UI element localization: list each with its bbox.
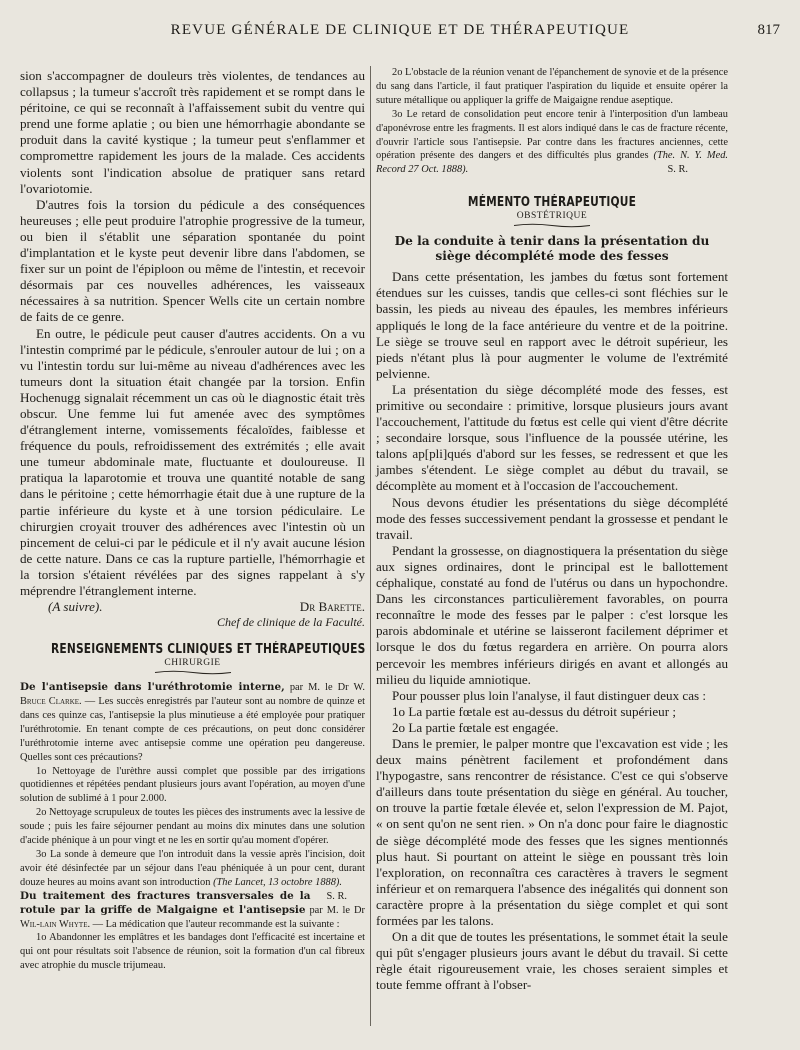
ornament-rule — [153, 670, 233, 675]
left-column — [20, 68, 365, 973]
article-body: — Les succès enregistrés par l'auteur sont au nombre de quinze et dans ces quinze cas, l'antisepsie la plus minutieuse a été employée pour pratiquer l'uréthrotomie. En tenant compte de ces précautions, on peut donc considérer l'uréthrotomie interne avec antisepsie comme une opération peu dangereuse. Quelles sont ces précautions? — [20, 696, 365, 763]
article-byline: par M. le Dr W. — [284, 682, 365, 694]
list-item — [20, 848, 365, 902]
article-intro — [20, 681, 365, 764]
section-subtitle: OBSTÉTRIQUE — [516, 211, 588, 222]
list-item: 2o Nettoyage scrupuleux de toutes les pièces des instruments avec la lessive de soude ; puis les faire séjourner pendant au moins dix minutes dans une solution d'acide phénique à un pour vingt et ne les en sortir qu'au moment d'opérer. — [20, 807, 365, 847]
signature-line — [20, 599, 365, 615]
section-subtitle: CHIRURGIE — [164, 658, 221, 669]
list-item: 1o La partie fœtale est au-dessus du détroit supérieur ; — [392, 703, 676, 719]
paragraph: On a dit que de toutes les présentations, le sommet était la seule qui pût s'engager plusieurs jours avant le début du travail. Si cette règle était rigoureusement vraie, les choses seraient simples et toute femme offrant à l'obser- — [376, 929, 728, 993]
paragraph: sion s'accompagner de douleurs très violentes, de tendances au collapsus ; la tumeur s'accroît très rapidement et se rompt dans le péritoine, ce qui se reconnaît à l'affaissement subit du ventre qui prend une forme aplatie ; ou bien une hémorrhagie abondante se produit dans la cavité kystique ; la tumeur peut s'enflammer et compromettre rapidement les jours de la malade. Ces accidents violents sont l'indication absolue de pratiquer sans retard l'ovariotomie. — [20, 68, 365, 196]
article-byline: par M. le Dr — [305, 904, 365, 916]
list-text: 3o Le retard de consolidation peut encore tenir à l'interposition d'un lambeau d'aponévrose entre les fragments. Il est alors indiqué dans le cas de fracture récente, d'ouvrir l'article sous l'antisepsie. Par contre dans les fractures anciennes, cette opération présente des dangers et des difficultés plus grandes — [376, 108, 728, 162]
column-divider — [370, 66, 371, 1026]
article-title: Du traitement des fractures transversales de la rotule par la griffe de Malgaigne et l'antisepsie — [20, 889, 311, 916]
article-body: — La médication que l'auteur recommande est la suivante : — [90, 918, 340, 930]
paragraph: Nous devons étudier les présentations du siège décomplété mode des fesses successivement pendant la grossesse et pendant le travail. — [376, 494, 728, 542]
right-column — [376, 66, 728, 993]
paragraph: La présentation du siège décomplété mode des fesses, est primitive ou secondaire : primitive, lorsque plusieurs jours avant l'accouchement, l'attitude du fœtus est celle qui vient d'être décrite ; secondaire lorsque, sous l'influence de la poussée utérine, les talons ap[pli]qués d'abord sur les fesses, se redressent et que les jambes s'étendent. Le siège complet au début du travail, se décomplète au moment et à l'occasion de l'accouchement. — [376, 381, 728, 494]
signature: S. R. — [326, 890, 347, 902]
paragraph: Dans cette présentation, les jambes du fœtus sont fortement étendues sur les cuisses, tandis que celles-ci sont fléchies sur le bassin, les pieds au niveau des épaules, les membres inférieurs appliqués le long de la face antérieure du ventre et de la poitrine. Le siège se trouve seul en rapport avec le détroit supérieur, les pieds n'étant plus là pour augmenter le volume de l'extrémité pelvienne. — [376, 269, 728, 381]
list-text: 3o La sonde à demeure que l'on introduit dans la vessie après l'incision, doit avoir été désinfectée par un séjour dans l'eau phéniquée à un pour cent, durant douze heures au moins avant son introduction — [20, 848, 365, 888]
author-title: Chef de clinique de la Faculté. — [217, 615, 365, 630]
section-title: RENSEIGNEMENTS CLINIQUES ET THÉRAPEUTIQUES — [51, 642, 366, 658]
signature: S. R. — [667, 164, 688, 176]
list-item: 1o Abandonner les emplâtres et les bandages dont l'efficacité est incertaine et qui ont pour résultats soit l'absence de réunion, soit la formation d'un cal fibreux avec atrophie du muscle trijumeau. — [20, 932, 365, 972]
journal-title: REVUE GÉNÉRALE DE CLINIQUE ET DE THÉRAPEUTIQUE — [170, 22, 630, 38]
author-name: Dr Barette. — [299, 599, 365, 615]
paragraph: Pendant la grossesse, on diagnostiquera la présentation du siège aux signes ordinaires, dont le principal est le ballottement céphalique, constaté au fond de l'utérus ou dans un hypochondre. Dans les circonstances particulièrement favorables, on pourra reconnaître le mode des fesses par le palper : c'est lorsque les parois abdominale et utérine se laisseront facilement déprimer et lorsque le dos du fœtus regardera en arrière. On pourra alors percevoir les membres inférieurs dirigés en avant et allongés au milieu du liquide amniotique. — [376, 542, 728, 687]
citation: (The Lancet, 13 octobre 1888). — [213, 876, 342, 888]
section-title: MÉMENTO THÉRAPEUTIQUE — [467, 195, 637, 211]
to-be-continued: (A suivre). — [48, 599, 103, 615]
paragraph: En outre, le pédicule peut causer d'autres accidents. On a vu l'intestin comprimé par le pédicule, s'enrouler autour de lui ; on a vu l'intestin tordu sur lui-même au niveau d'adhérences avec les tumeurs dont la situation était changée par la torsion. Enfin Hochenugg signalait récemment un cas où le diagnostic était très obscur. Une femme lui fut amenée avec des symptômes d'étranglement interne, vomissements fécaloïdes, faiblesse et fréquence du pouls, refroidissement des extrémités ; elle avait une tumeur abdominale mate, fluctuante et douloureuse. Il pratiqua la laparotomie et trouva une quantité notable de sang dans le péritoine ; cette hémorrhagie était due à une rupture de la partie inférieure du kyste et à une torsion pédiculaire. Le chirurgien croyait trouver des adhérences avec l'intestin où un pincement de celui-ci par le pédicule et il n'y avait aucune lésion de cette nature. Dans ce cas la rupture partielle, l'hémorrhagie et la torsion s'étaient révélées par des signes rappelant à s'y méprendre l'étranglement interne. — [20, 325, 365, 598]
list-item — [376, 108, 728, 178]
article-author: Wil-lain Whyte. — [20, 918, 91, 930]
article-title: De l'antisepsie dans l'uréthrotomie interne, — [20, 681, 285, 694]
citation: (The. N. Y. Med. Record 27 Oct. 1888). — [376, 150, 728, 176]
paragraph: D'autres fois la torsion du pédicule a des conséquences heureuses ; elle peut produire l'atrophie progressive de la tumeur, ou bien il s'établit une séparation spontanée du point d'implantation et le kyste peut devenir libre dans l'abdomen, se fixer sur un point de l'épiploon ou même de l'intestin, et recevoir désormais par ces nouvelles adhérences, les vaisseaux nécessaires à sa nutrition. Spencer Wells cite un certain nombre de faits de ce genre. — [20, 196, 365, 325]
article-title: De la conduite à tenir dans la présentation du siège décomplété mode des fesses — [394, 234, 710, 263]
article-author: Bruce Clarke. — [20, 696, 82, 707]
running-header — [20, 22, 780, 44]
list-item: 2o L'obstacle de la réunion venant de l'épanchement de synovie et de la présence du sang dans l'article, il faut pratiquer l'aspiration du liquide et ensuite opérer la suture métallique ou appliquer la griffe de Maigaigne rendue aseptique. — [376, 67, 728, 106]
paragraph: Pour pousser plus loin l'analyse, il faut distinguer deux cas : — [392, 687, 707, 703]
list-item: 1o Nettoyage de l'urèthre aussi complet que possible par des irrigations quotidiennes et répétées pendant plusieurs jours avant l'opération, au moyen d'une solution de sublimé à 1 pour 2.000. — [20, 765, 365, 805]
list-item: 2o La partie fœtale est engagée. — [392, 719, 559, 735]
paragraph: Dans le premier, le palper montre que l'excavation est vide ; les deux mains pénètrent facilement et profondément dans l'hypogastre, sans rencontrer de résistance. C'est ce qui s'observe d'ailleurs dans toute présentation du siège en général. Au toucher, on trouve la partie fœtale élevée et, selon l'expression de M. Pajot, « on sent qu'on ne sent rien. » On n'a donc pour faire le diagnostic de siège décomplété mode des fesses que les signes mentionnés plus haut. Si pourtant on atteint le siège en poussant très loin l'exploration, on reconnaîtra ces caractères à travers le segment inférieur et on remarquera l'absence des inégalités qui donnent son caractère propre à la présentation du siège complet et qui sont formées par les talons. — [376, 735, 728, 928]
ornament-rule — [512, 223, 592, 228]
page-number: 817 — [757, 22, 780, 38]
